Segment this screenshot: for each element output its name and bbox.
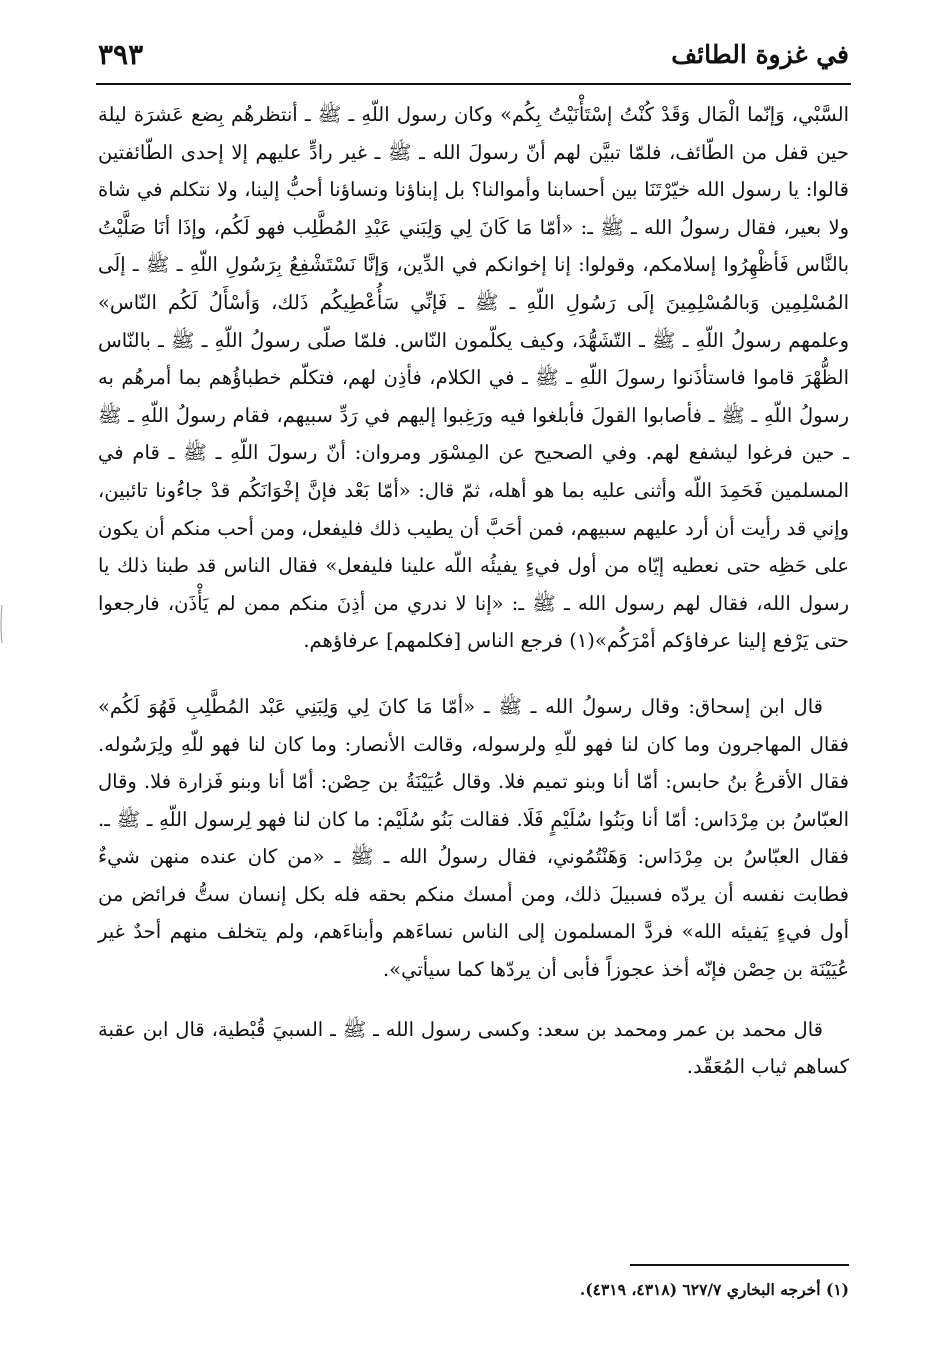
footnote-text: أخرجه البخاري ٦٢٧/٧ (٤٣١٨، ٤٣١٩). [579,1280,821,1299]
footnote-rule [630,1264,849,1266]
paragraph: السَّبْي، وَإنّما الْمَال وَقَدْ كُنْتُ إسْتَأْنَيْتُ بِكُم» وكان رسول اللّهِ ـ ﷺ ـ أنتظرهُم بِضع عَشرَة ليلة حين قفل من الطّائف، فلمّا تبيَّن لهم أنّ رسولَ الله ـ ﷺ ـ غير رادٍّ عليهم إلا إحدى الطّائفتين قالوا: يا رسول الله خيّرْتَنَا بين أحسابنا وأموالنا؟ بل إبناؤنا ونساؤنا أحبُّ إلينا، ولا نتكلم في شاة ولا بعير، فقال رسولُ الله ـ ﷺ ـ: «أمّا مَا كَانَ لِي وَلِبَني عَبْدِ المُطَّلِب فهو لَكُم، وإذَا أنَا صَلَّيْتُ بالنَّاس فَأظْهِرُوا إسلامكم، وقولوا: إنا إخوانكم في الدِّين، وَإنَّا نَسْتَشْفِعُ بِرَسُولِ اللّهِ ـ ﷺ ـ إلَى المُسْلِمِين وَبالمُسْلِمِينَ إلَى رَسُولِ اللّهِ ـ ﷺ ـ فَإنِّي سَأُعْطِيكُم ذَلك، وَأسْأَلُ لَكُم النّاس» وعلمهم رسولُ اللّهِ ـ ﷺ ـ التّشَهُّدَ، وكيف يكلّمون النّاس. فلمّا صلّى رسولُ اللّهِ ـ ﷺ ـ بالنّاس الظُّهْرَ قاموا فاستأذَنوا رسولَ اللّهِ ـ ﷺ ـ في الكلام، فأذِن لهم، فتكلّم خطباؤُهم بما أمرهُم به رسولُ اللّهِ ـ ﷺ ـ فأصابوا القولَ فأبلغوا فيه ورَغِبوا إليهم في رَدِّ سبيهم، فقام رسولُ اللّهِ ـ ﷺ ـ حين فرغوا ليشفع لهم. وفي الصحيح عن المِسْوَر ومروان: أنّ رسولَ اللّهِ ـ ﷺ ـ قام في المسلمين فَحَمِدَ اللّه وأثنى عليه بما هو أهله، ثمّ قال: «أمّا بَعْد فإنَّ إخْوَانَكُم قدْ جاءُونا تائبين، وإني قد رأيت أن أرد عليهم سبيهم، فمن أحَبَّ أن يطيب ذلك فليفعل، ومن أحب منكم أن يكون على حَظِه حتى نعطيه إيّاه من أول فيءٍ يفيئُه اللّه علينا فليفعل» فقال الناس قد طبنا ذلك يا رسول الله، فقال لهم رسول الله ـ ﷺ ـ: «إنا لا ندري من أذِنَ منكم ممن لم يَأْذَن، فارجعوا حتى يَرْفع إلينا عرفاؤكم أمْرَكُم»(١) فرجع الناس [فكلمهم] عرفاؤهم. [98,103,849,653]
footnote-marker: (١) [825,1280,849,1299]
body-text [98,96,849,1086]
paragraph: قال محمد بن عمر ومحمد بن سعد: وكسى رسول الله ـ ﷺ ـ السبيَ قُبْطية، قال ابن عقبة كساهم ثياب المُعَقّد. [98,1017,849,1079]
page-header [98,38,849,84]
footnote [98,1280,849,1299]
running-title: في غزوة الطائف [671,40,849,69]
scan-edge-mark [0,605,4,643]
header-rule [96,83,851,85]
paragraph: قال ابن إسحاق: وقال رسولُ الله ـ ﷺ ـ «أمّا مَا كانَ لِي وَلِبَنِي عَبْد المُطَّلِبِ فَهُوَ لَكُم» فقال المهاجرون وما كان لنا فهو للّهِ ولرسوله، وقالت الأنصار: وما كان لنا فهو للّهِ ولِرَسُوله. فقال الأقرعُ بنُ حابس: أمّا أنا وبنو تميم فلا. وقال عُيَيْنَةُ بن حِصْن: أمّا أنا وبنو فَزارة فلا. وقال العبّاسُ بن مِرْدَاس: أمّا أنا وبَنُوا سُلَيْمٍ فَلَا. فقالت بَنُو سُلَيْم: ما كان لنا فهو لِرسول اللّهِ ـ ﷺ ـ. فقال العبّاسُ بن مِرْدَاس: وَهَنْتُمُوني، فقال رسولُ الله ـ ﷺ ـ «من كان عنده منهن شيءٌ فطابت نفسه أن يردّه فسبيلَ ذلك، ومن أمسك منكم بحقه فله بكل إنسان ستُّ فرائض من أول فيءٍ يَفيئه الله» فردَّ المسلمون إلى الناس نساءَهم وأبناءَهم، ولم يتخلف منهم أحدٌ غير عُيَيْنَة بن حِصْن فإنّه أخذ عجوزاً فأبى أن يردّها كما سيأتي». [98,694,850,982]
page-number: ٣٩٣ [98,38,144,71]
